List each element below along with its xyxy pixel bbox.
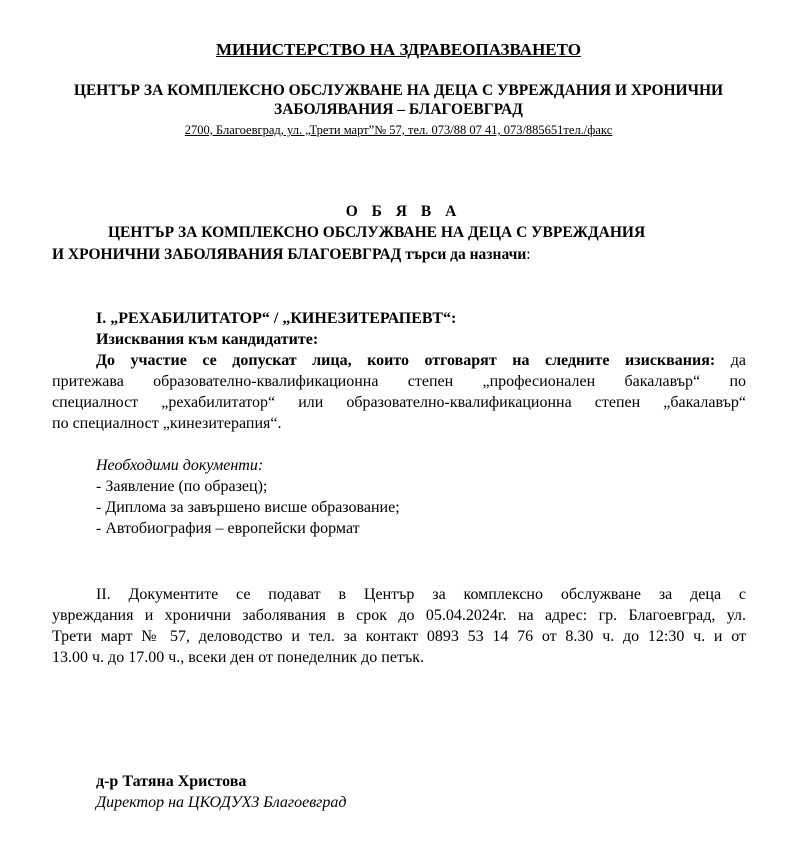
address-line: 2700, Благоевград, ул. „Трети март”№ 57, тел. 073/88 07 41, 073/885651тел./факс <box>184 123 613 137</box>
announcement-title: О Б Я В А <box>345 203 462 220</box>
signature-title: Директор на ЦКОДУХЗ Благоевград <box>96 794 347 811</box>
announcement-line1: ЦЕНТЪР ЗА КОМПЛЕКСНО ОБСЛУЖВАНЕ НА ДЕЦА С УВРЕЖДАНИЯ <box>108 224 646 241</box>
announcement-line2 <box>52 246 531 264</box>
announcement-line2-bold: И ХРОНИЧНИ ЗАБОЛЯВАНИЯ БЛАГОЕВГРАД търси да назначи <box>52 246 527 263</box>
section1-heading: I. „РЕХАБИЛИТАТОР“ / „КИНЕЗИТЕРАПЕВТ“: <box>96 310 457 327</box>
center-name-line2: ЗАБОЛЯВАНИЯ – БЛАГОЕВГРАД <box>274 101 523 118</box>
document-item: - Заявление (по образец); <box>96 478 268 495</box>
center-name-line1: ЦЕНТЪР ЗА КОМПЛЕКСНО ОБСЛУЖВАНЕ НА ДЕЦА С УВРЕЖДАНИЯ И ХРОНИЧНИ <box>73 82 724 99</box>
signature-name: д-р Татяна Христова <box>96 773 247 790</box>
document-item: - Автобиография – европейски формат <box>96 520 360 537</box>
document-item: - Диплома за завършено висше образование; <box>96 499 400 516</box>
requirement-bold-text: До участие се допускат лица, които отговарят на следните изисквания: <box>96 352 716 369</box>
requirements-title: Изисквания към кандидатите: <box>96 331 319 348</box>
section2-line2: увреждания и хронични заболявания в срок до 05.04.2024г. на адрес: гр. Благоевград, ул. <box>52 607 746 624</box>
section2-line3: Трети март № 57, деловодство и тел. за контакт 0893 53 14 76 от 8.30 ч. до 12:30 ч. и от <box>52 628 746 645</box>
documents-title: Необходими документи: <box>96 457 264 474</box>
announcement-line2-tail: : <box>526 246 531 263</box>
section2-line1 <box>52 586 746 604</box>
requirement-line4: по специалност „кинезитерапия“. <box>52 415 282 432</box>
section2-line4: 13.00 ч. до 17.00 ч., всеки ден от понеделник до петък. <box>52 649 424 666</box>
requirement-tail-text: да <box>730 352 746 369</box>
requirement-line2: притежава образователно-квалификационна степен „професионален бакалавър“ по <box>52 373 746 390</box>
section2-line1-text: II. Документите се подават в Център за комплексно обслужване за деца с <box>96 586 746 603</box>
requirement-line1 <box>52 352 746 370</box>
requirement-line3: специалност „рехабилитатор“ или образователно-квалификационна степен „бакалавър“ <box>52 394 746 411</box>
ministry-title: МИНИСТЕРСТВО НА ЗДРАВЕОПАЗВАНЕТО <box>216 40 581 59</box>
